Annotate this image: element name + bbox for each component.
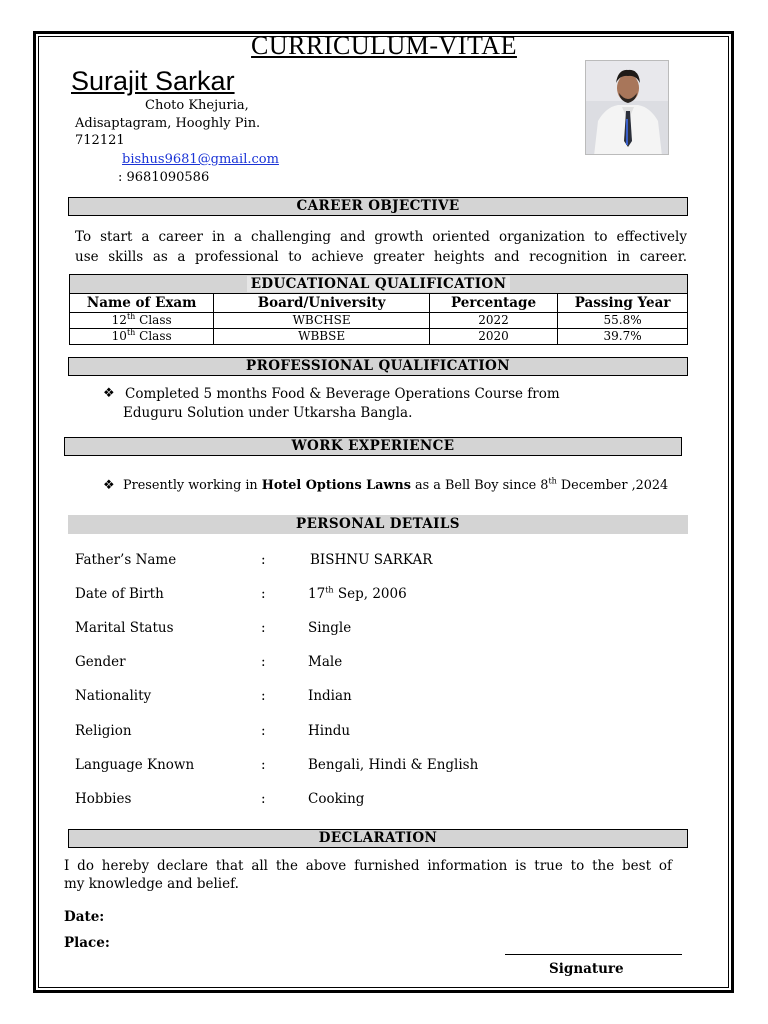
education-heading: [70, 275, 688, 294]
field-label-marital-status: Marital Status: [75, 620, 174, 636]
diamond-bullet-icon: ❖: [103, 478, 115, 493]
work-suffix-sup: th: [548, 476, 557, 486]
exam-suffix: th: [126, 312, 136, 321]
dob-rest: Sep, 2006: [333, 586, 407, 602]
table-row: [70, 313, 688, 329]
field-label-fathers-name: Father’s Name: [75, 552, 177, 568]
work-prefix: Presently working in: [123, 478, 262, 493]
career-objective-text-1: To start a career in a challenging and growth oriented organization to effectively: [75, 229, 687, 245]
percentage-cell: 2020: [429, 329, 557, 345]
professional-qualification-heading: PROFESSIONAL QUALIFICATION: [68, 357, 688, 376]
column-header-passing-year: Passing Year: [558, 294, 688, 313]
address-pin: 712121: [75, 133, 125, 148]
field-colon: :: [261, 688, 266, 704]
dob-suffix: th: [325, 585, 334, 595]
education-table: [69, 274, 688, 345]
field-colon: :: [261, 723, 266, 739]
signature-line: [505, 954, 682, 955]
address-line-2: Adisaptagram, Hooghly Pin.: [75, 116, 261, 131]
declaration-line-2: my knowledge and belief.: [64, 876, 239, 892]
field-label-gender: Gender: [75, 654, 126, 670]
field-label-religion: Religion: [75, 723, 132, 739]
document-title: CURRICULUM-VITAE: [251, 31, 517, 60]
percentage-cell: 2022: [429, 313, 557, 329]
exam-cell: [70, 313, 214, 329]
email-link[interactable]: bishus9681@gmail.com: [122, 152, 279, 167]
education-heading-text: EDUCATIONAL QUALIFICATION: [247, 276, 511, 292]
company-name: Hotel Options Lawns: [261, 478, 411, 493]
field-colon: :: [261, 620, 266, 636]
education-heading-row: [70, 275, 688, 294]
address-line-1: Choto Khejuria,: [145, 98, 249, 113]
diamond-bullet-icon: ❖: [103, 386, 115, 401]
education-header-row: [70, 294, 688, 313]
declaration-text-1: I do hereby declare that all the above furnished information is true to the best of: [64, 858, 672, 874]
exam-number: 10: [111, 329, 127, 343]
career-objective-line-1: [75, 227, 687, 247]
work-date: December ,2024: [556, 478, 669, 493]
declaration-line-1: [64, 858, 672, 874]
field-value-hobbies: Cooking: [308, 791, 365, 807]
exam-class: Class: [135, 313, 172, 327]
field-label-dob: Date of Birth: [75, 586, 164, 602]
field-label-language-known: Language Known: [75, 757, 195, 773]
field-label-hobbies: Hobbies: [75, 791, 132, 807]
passing-year-cell: 55.8%: [558, 313, 688, 329]
work-experience-line: [123, 478, 668, 493]
field-value-gender: Male: [308, 654, 343, 670]
exam-suffix: th: [126, 328, 136, 337]
signature-label: Signature: [549, 961, 624, 977]
career-objective-line-2: [75, 247, 687, 267]
column-header-exam: Name of Exam: [70, 294, 214, 313]
field-value-dob: [308, 586, 407, 602]
field-value-marital-status: Single: [308, 620, 352, 636]
declaration-heading: DECLARATION: [68, 829, 688, 848]
exam-class: Class: [135, 329, 172, 343]
board-cell: WBCHSE: [214, 313, 430, 329]
work-experience-heading: WORK EXPERIENCE: [64, 437, 682, 456]
phone-number: : 9681090586: [118, 170, 210, 185]
field-colon: :: [261, 654, 266, 670]
career-objective-text-2: use skills as a professional to achieve greater heights and recognition in career.: [75, 249, 687, 265]
field-value-religion: Hindu: [308, 723, 351, 739]
field-value-fathers-name: BISHNU SARKAR: [310, 552, 433, 568]
exam-cell: [70, 329, 214, 345]
field-colon: :: [261, 791, 266, 807]
professional-line-1: Completed 5 months Food & Beverage Operations Course from: [125, 386, 560, 402]
field-value-language-known: Bengali, Hindi & English: [308, 757, 479, 773]
professional-line-2: Eduguru Solution under Utkarsha Bangla.: [123, 405, 413, 421]
dob-day: 17: [308, 586, 326, 602]
field-label-nationality: Nationality: [75, 688, 152, 704]
passing-year-cell: 39.7%: [558, 329, 688, 345]
board-cell: WBBSE: [214, 329, 430, 345]
field-colon: :: [261, 586, 266, 602]
field-value-nationality: Indian: [308, 688, 352, 704]
date-label: Date:: [64, 909, 105, 925]
personal-details-heading: PERSONAL DETAILS: [68, 515, 688, 534]
career-objective-heading: CAREER OBJECTIVE: [68, 197, 688, 216]
field-colon: :: [261, 552, 266, 568]
exam-number: 12: [111, 313, 127, 327]
place-label: Place:: [64, 935, 110, 951]
column-header-board: Board/University: [214, 294, 430, 313]
table-row: [70, 329, 688, 345]
work-middle: as a Bell Boy since 8: [410, 478, 549, 493]
candidate-name: Surajit Sarkar: [71, 66, 235, 96]
profile-photo: [585, 60, 669, 155]
column-header-percentage: Percentage: [429, 294, 557, 313]
field-colon: :: [261, 757, 266, 773]
